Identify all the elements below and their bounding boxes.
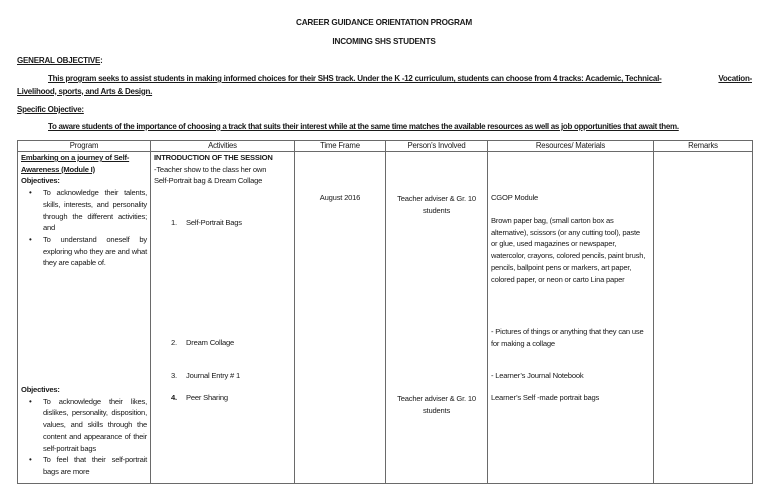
intro-line2: Self-Portrait bag & Dream Collage (154, 176, 263, 186)
header-activities: Activities (151, 141, 295, 152)
general-objective-heading-text: GENERAL OBJECTIVE (17, 56, 101, 65)
general-objective-colon: : (100, 56, 103, 65)
activity-item: 2. Dream Collage (171, 338, 235, 347)
persons-cell (386, 152, 488, 484)
general-objective-line1: This program seeks to assist students in making informed choices for their SHS track. Under the K -12 curriculum, students can choose from 4 tracks: Academic, Technical- (48, 74, 662, 83)
resource-module: CGOP Module (491, 193, 539, 202)
document-title: CAREER GUIDANCE ORIENTATION PROGRAM (295, 18, 472, 27)
general-objective-text (17, 73, 752, 98)
objectives-label-2: Objectives: (21, 385, 60, 394)
resources-cell (488, 152, 654, 484)
specific-objective-heading: Specific Objective: (17, 105, 84, 114)
header-remarks: Remarks (654, 141, 753, 152)
time-frame-cell (295, 152, 386, 484)
document-subtitle: INCOMING SHS STUDENTS (332, 37, 436, 46)
activity-item: 1. Self-Portrait Bags (171, 218, 242, 227)
specific-objective-text: To aware students of the importance of choosing a track that suits their interest while at the same time matches the available resources as well as job opportunities that await them. (48, 122, 679, 131)
header-time-frame: Time Frame (295, 141, 386, 152)
resource-journal: - Learner’s Journal Notebook (491, 371, 584, 380)
objective-item: • To acknowledge their likes, dislikes, personality, disposition, values, and skills through the content and appearance of their self-portrait bags (43, 396, 147, 455)
table-header-row (18, 141, 753, 152)
persons-entry-1: Teacher adviser & Gr. 10 students (397, 194, 476, 215)
intro-heading: INTRODUCTION OF THE SESSION (154, 153, 273, 162)
remarks-cell (654, 152, 753, 484)
objectives-label-1: Objectives: (21, 176, 60, 186)
table-row (18, 152, 753, 484)
header-resources: Resources/ Materials (488, 141, 654, 152)
general-objective-heading (17, 56, 103, 65)
time-frame-value: August 2016 (319, 193, 361, 202)
module-title-line2: Awareness (Module I) (21, 164, 95, 174)
objectives-list-1 (21, 187, 147, 269)
intro-line1: -Teacher show to the class her own (154, 164, 267, 174)
program-cell (18, 152, 151, 484)
objectives-list-2 (21, 396, 147, 478)
general-objective-line2: Livelihood, sports, and Arts & Design. (17, 86, 153, 96)
objective-item: • To feel that their self-portrait bags are more (43, 454, 147, 477)
resource-portrait: Learner’s Self -made portrait bags (491, 393, 600, 402)
header-persons-involved: Person’s Involved (386, 141, 488, 152)
objective-item: • To understand oneself by exploring who they are and what they are capable of. (43, 234, 147, 269)
resource-collage: - Pictures of things or anything that they can use for making a collage (491, 327, 644, 348)
resource-materials: Brown paper bag, (small carton box as alternative), scissors (or any cutting tool), paste or glue, used magazines or newspaper, watercolor, crayons, colored pencils, paint brush, pencils, ballpoint pens or markers, art paper, colored paper, or neon or carto Lina paper (491, 216, 646, 284)
activity-item: 3. Journal Entry # 1 (171, 371, 241, 380)
objective-item: • To acknowledge their talents, skills, interests, and personality through the different activities; and (43, 187, 147, 234)
persons-entry-2: Teacher adviser & Gr. 10 students (397, 394, 476, 415)
activity-item: 4. Peer Sharing (171, 393, 228, 402)
general-objective-line1-end: Vocation- (718, 74, 752, 83)
activities-cell (151, 152, 295, 484)
program-table (17, 140, 753, 484)
module-title-line1: Embarking on a journey of Self- (21, 153, 130, 162)
header-program: Program (18, 141, 151, 152)
